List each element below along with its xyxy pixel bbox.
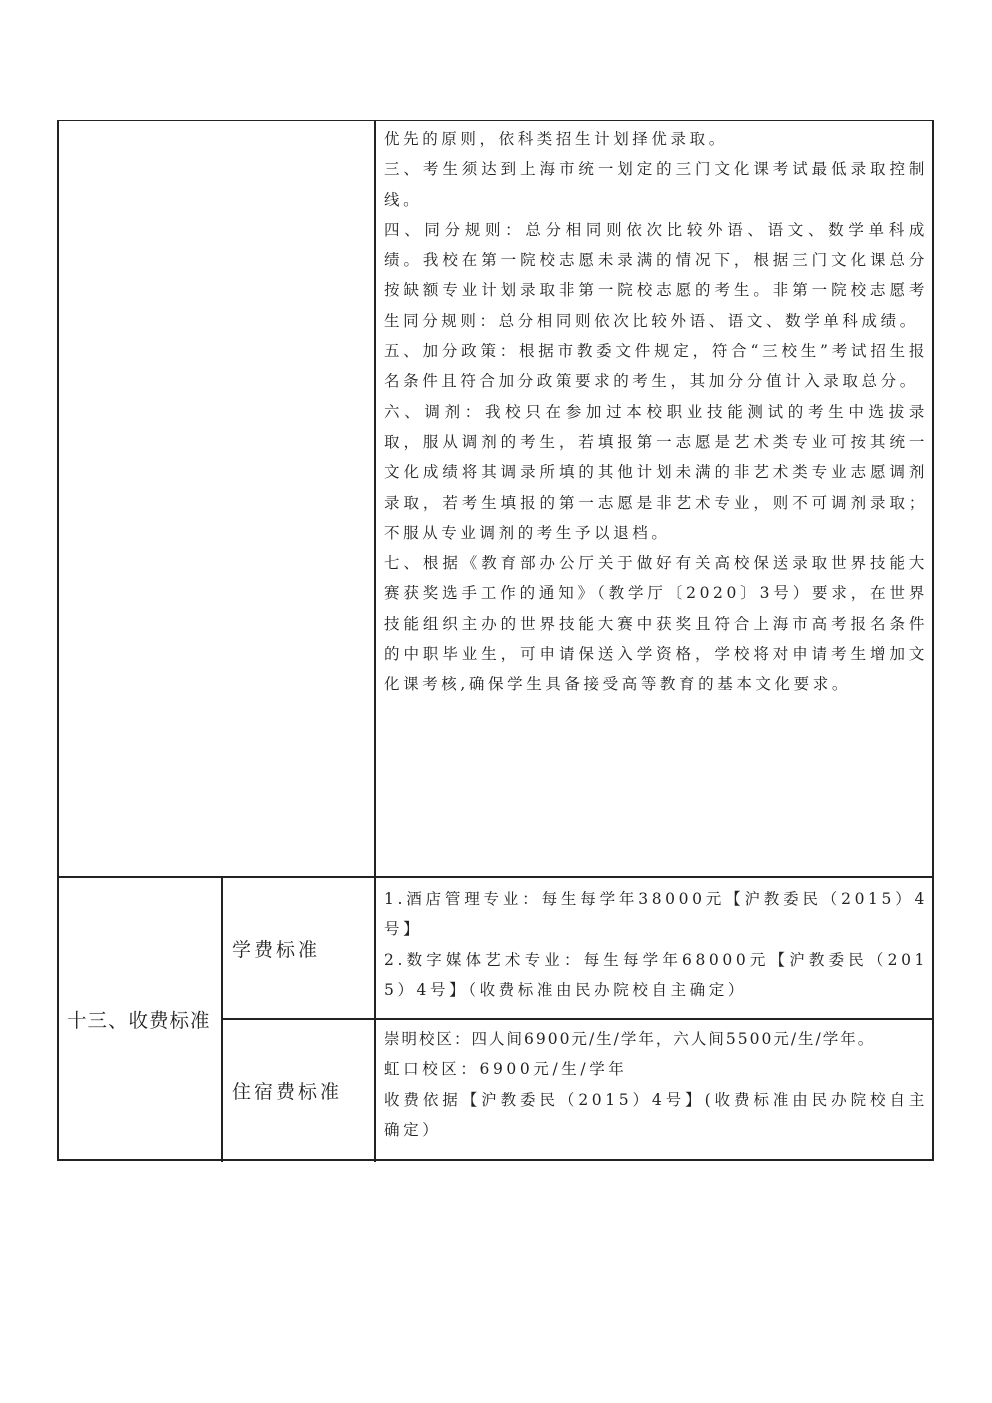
tuition-label: 学费标准 — [232, 939, 321, 961]
rule-paragraph: 七、根据《教育部办公厅关于做好有关高校保送录取世界技能大赛获奖选手工作的通知》（教学厅〔2020〕3号）要求，在世界技能组织主办的世界技能大赛中获奖且符合上海市高考报名条件的中职毕业生，可申请保送入学资格，学校将对申请考生增加文化课考核,确保学生具备接受高等教育的基本文化要求。 — [384, 554, 928, 694]
empty-label-cell — [59, 121, 375, 876]
rule-paragraph: 四、同分规则：总分相同则依次比较外语、语文、数学单科成绩。我校在第一院校志愿未录满的情况下，根据三门文化课总分按缺额专业计划录取非第一院校志愿的考生。非第一院校志愿考生同分规则：总分相同则依次比较外语、语文、数学单科成绩。 — [384, 220, 928, 330]
admission-rules-cell — [376, 121, 934, 876]
tuition-line: 2.数字媒体艺术专业：每生每学年68000元【沪教委民（2015）4号】（收费标准由民办院校自主确定） — [384, 950, 928, 999]
tuition-line: 1.酒店管理专业：每生每学年38000元【沪教委民（2015）4号】 — [384, 890, 928, 939]
admission-info-table — [57, 120, 934, 1161]
tuition-label-cell — [223, 878, 374, 1019]
rule-paragraph: 六、调剂：我校只在参加过本校职业技能测试的考生中选拔录取，服从调剂的考生，若填报第一志愿是艺术类专业可按其统一文化成绩将其调录所填的其他计划未满的非艺术类专业志愿调剂录取，若考生填报的第一志愿是非艺术专业，则不可调剂录取；不服从专业调剂的考生予以退档。 — [384, 402, 928, 542]
accommodation-label-cell — [223, 1020, 374, 1160]
rule-paragraph: 五、加分政策：根据市教委文件规定，符合“三校生”考试招生报名条件且符合加分政策要求的考生，其加分分值计入录取总分。 — [384, 342, 928, 391]
rule-paragraph: 三、考生须达到上海市统一划定的三门文化课考试最低录取控制线。 — [384, 160, 928, 209]
accommodation-line: 收费依据【沪教委民（2015）4号】(收费标准由民办院校自主确定） — [384, 1090, 928, 1139]
accommodation-line: 虹口校区：6900元/生/学年 — [384, 1060, 628, 1079]
rule-paragraph: 优先的原则，依科类招生计划择优录取。 — [384, 130, 728, 148]
accommodation-content-cell — [376, 1020, 934, 1160]
accommodation-label: 住宿费标准 — [232, 1080, 343, 1103]
tuition-content-cell — [376, 878, 934, 1019]
fee-section-title — [59, 878, 222, 1160]
fee-section-title-text: 十三、收费标准 — [67, 1009, 211, 1032]
accommodation-line: 崇明校区：四人间6900元/生/学年，六人间5500元/生/学年。 — [384, 1030, 876, 1048]
